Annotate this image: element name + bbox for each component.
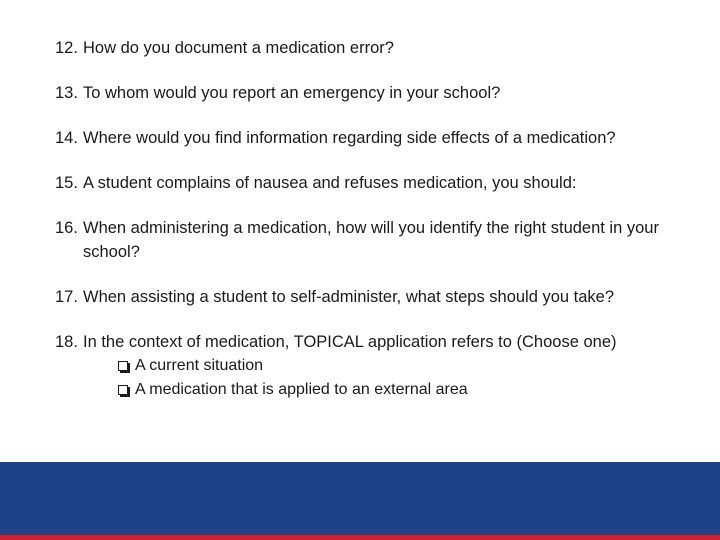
question-number: 13. — [55, 84, 78, 102]
question-list — [55, 36, 705, 423]
question-text: When administering a medication, how will you identify the right student in your school? — [83, 219, 659, 261]
answer-option-label: A current situation — [135, 357, 264, 374]
question-text: How do you document a medication error? — [83, 39, 394, 57]
question-number: 17. — [55, 288, 78, 306]
question-number: 16. — [55, 219, 78, 237]
question-text: When assisting a student to self-administer, what steps should you take? — [83, 288, 615, 306]
footer-band — [0, 462, 720, 540]
question-text: Where would you find information regarding side effects of a medication? — [83, 129, 616, 147]
question-text: In the context of medication, TOPICAL application refers to (Choose one) — [83, 333, 617, 351]
question-17 — [55, 285, 705, 309]
question-text: A student complains of nausea and refuses medication, you should: — [83, 174, 577, 192]
question-12 — [55, 36, 705, 60]
question-text: To whom would you report an emergency in your school? — [83, 84, 501, 102]
question-number: 12. — [55, 39, 78, 57]
checkbox-icon[interactable] — [118, 361, 128, 371]
answer-option[interactable] — [118, 354, 705, 378]
footer-stripe — [0, 535, 720, 540]
question-14 — [55, 126, 705, 150]
answer-options — [118, 354, 705, 402]
question-16 — [55, 216, 705, 264]
question-number: 18. — [55, 333, 78, 351]
answer-option-label: A medication that is applied to an external area — [135, 381, 468, 398]
question-number: 14. — [55, 129, 78, 147]
checkbox-icon[interactable] — [118, 385, 128, 395]
question-13 — [55, 81, 705, 105]
question-18 — [55, 330, 705, 402]
answer-option[interactable] — [118, 378, 705, 402]
question-15 — [55, 171, 705, 195]
question-number: 15. — [55, 174, 78, 192]
